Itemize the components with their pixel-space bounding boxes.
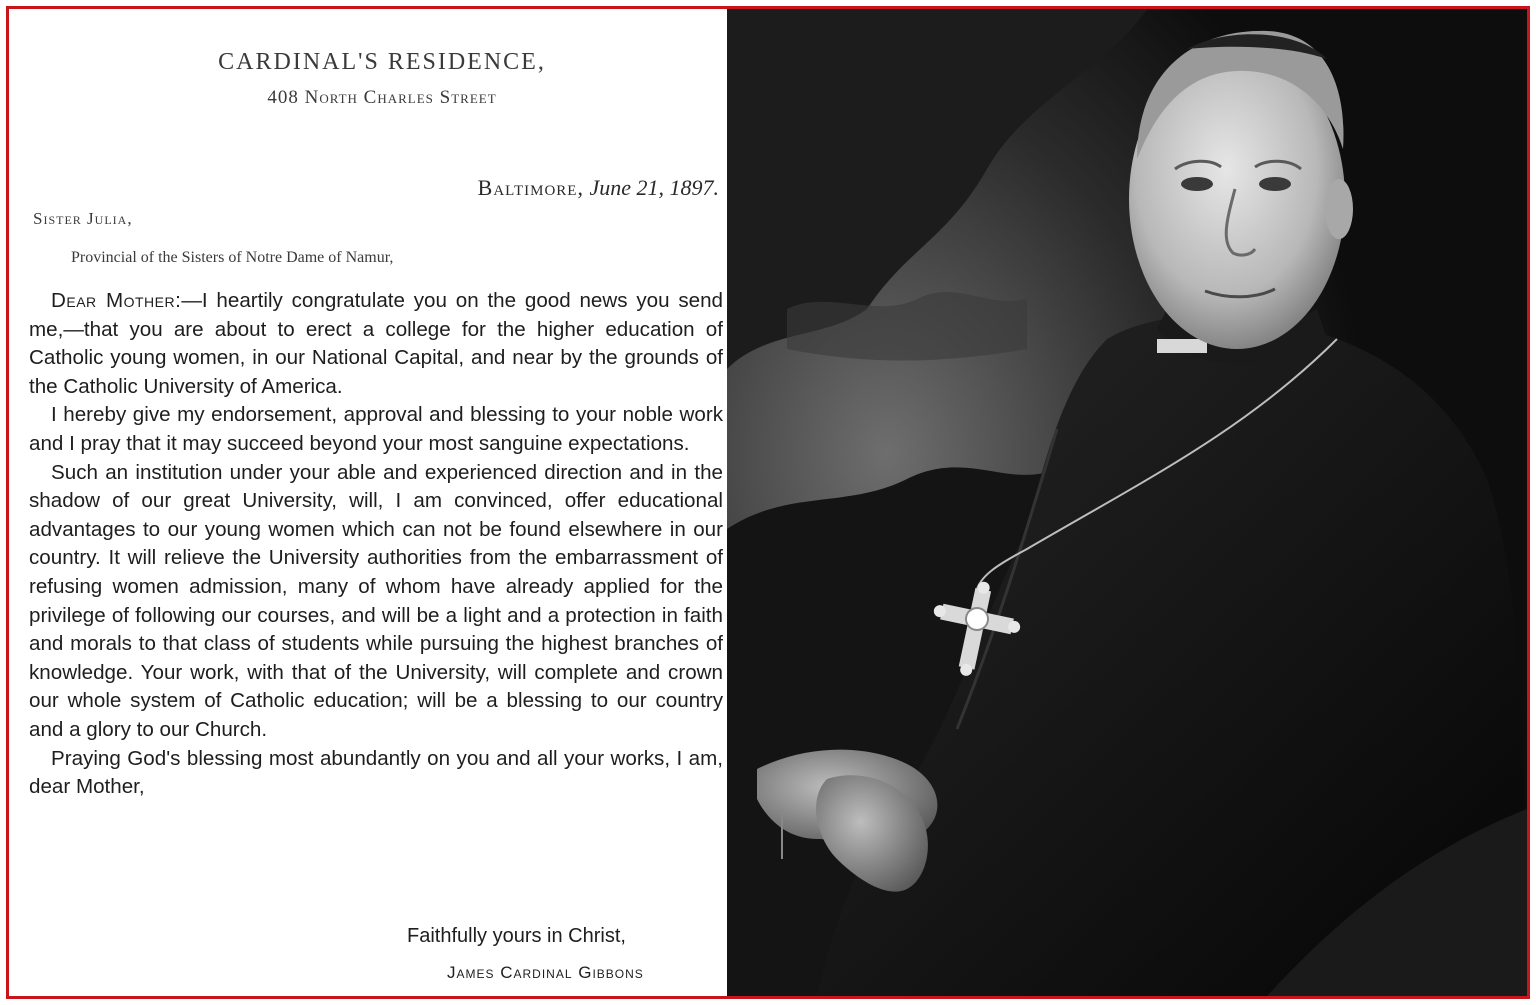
- closing: Faithfully yours in Christ,: [407, 925, 626, 947]
- portrait-photo: [727, 9, 1527, 996]
- paragraph-1-text: —I heartily congratulate you on the good news you send me,—that you are about to erect a college for the higher education of Catholic young women, in our National Capital, and near by the grounds of the Catholic University of America.: [29, 289, 723, 398]
- letter-document: [9, 9, 725, 996]
- letterhead-name: CARDINAL'S RESIDENCE,: [218, 49, 546, 75]
- letter-body: [29, 287, 723, 802]
- image-frame: [6, 6, 1530, 999]
- right-eye: [1259, 177, 1291, 191]
- portrait-illustration: [727, 9, 1527, 996]
- addressee-name: Sister Julia,: [33, 209, 133, 228]
- dateline: [478, 175, 719, 201]
- dateline-date: June 21, 1897.: [589, 175, 719, 200]
- addressee-title: Provincial of the Sisters of Notre Dame of Namur,: [71, 249, 394, 266]
- paragraph-3: Such an institution under your able and experienced direction and in the shadow of our great University, will, I am convinced, offer educational advantages to our young women which can not be found elsewhere in our country. It will relieve the University authorities from the embarrassment of refusing women admission, many of whom have already applied for the privilege of following our courses, and will be a light and a protection in faith and morals to that class of students while pursuing the highest branches of knowledge. Your work, with that of the University, will complete and crown our whole system of Catholic education; will be a blessing to our country and a glory to our Church.: [29, 460, 723, 741]
- ear: [1325, 179, 1353, 239]
- letterhead-street: 408 North Charles Street: [267, 87, 497, 108]
- signature: James Cardinal Gibbons: [447, 963, 644, 982]
- paragraph-1: [29, 287, 723, 401]
- clerical-collar: [1157, 339, 1207, 353]
- paragraph-4: Praying God's blessing most abundantly on you and all your works, I am, dear Mother,: [29, 746, 723, 799]
- dateline-city: Baltimore,: [477, 175, 584, 200]
- left-eye: [1181, 177, 1213, 191]
- paragraph-2: I hereby give my endorsement, approval and blessing to your noble work and I pray that it may succeed beyond your most sanguine expectations.: [29, 403, 723, 455]
- greeting: Dear Mother:: [51, 289, 182, 312]
